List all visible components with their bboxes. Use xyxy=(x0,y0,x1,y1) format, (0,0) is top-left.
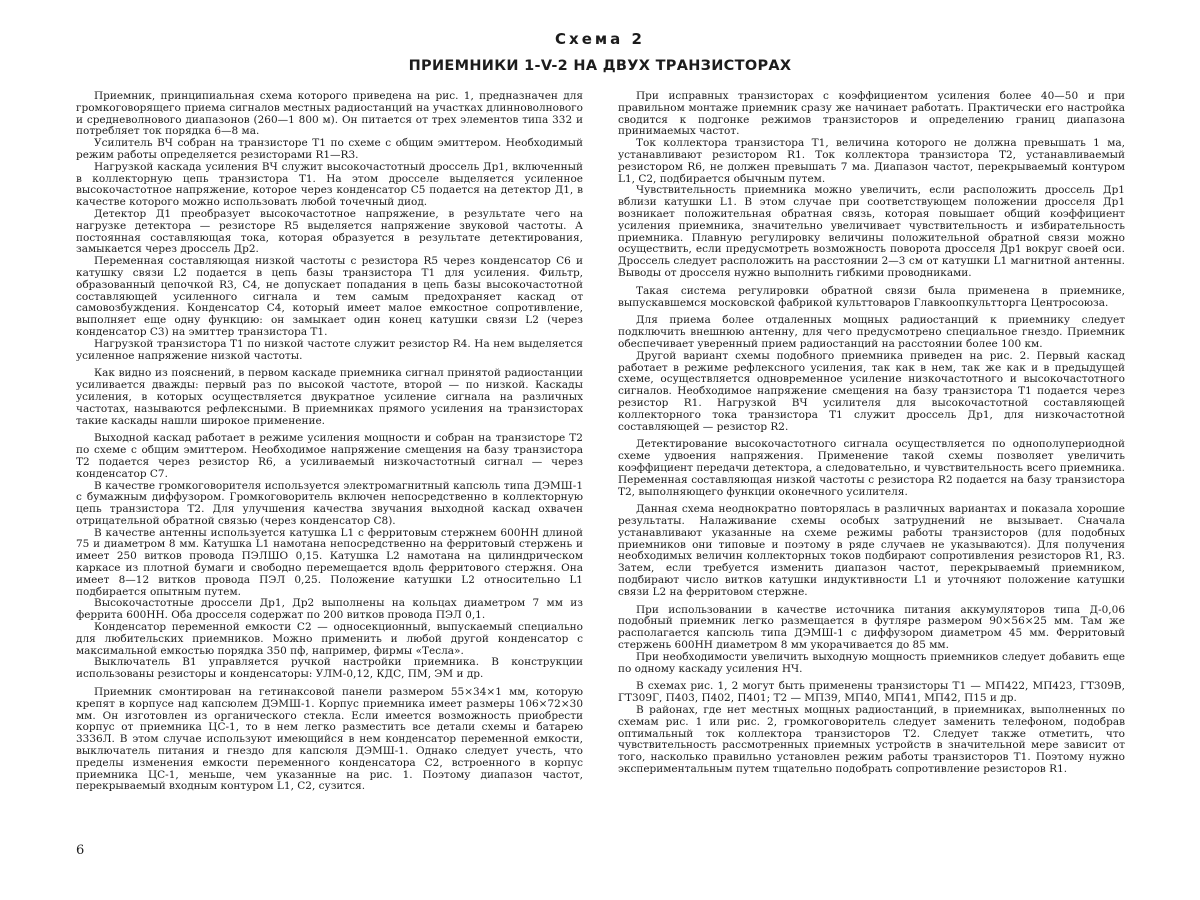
paragraph: При необходимости увеличить выходную мощность приемников следует добавить еще по одному каскаду усиления НЧ. xyxy=(618,650,1125,675)
paragraph: Нагрузкой транзистора Т1 по низкой частоте служит резистор R4. На нем выделяется усиленное напряжение низкой частоты. xyxy=(76,337,583,362)
paragraph: Конденсатор переменной емкости С2 — односекционный, выпускаемый специально для любительских приемников. Можно применить и любой другой конденсатор с максимальной емкостью порядка 350 пф, например, фирмы «Тесла». xyxy=(76,621,583,657)
paragraph: Выходной каскад работает в режиме усиления мощности и собран на транзисторе Т2 по схеме с общим эмиттером. Необходимое напряжение смещения на базу транзистора Т2 подается через резистор R6, а усиливаемый низкочастотный сигнал — через конденсатор С7. xyxy=(76,432,583,480)
paragraph: Усилитель ВЧ собран на транзисторе Т1 по схеме с общим эмиттером. Необходимый режим работы определяется резисторами R1—R3. xyxy=(76,137,583,161)
left-column xyxy=(76,91,583,793)
paragraph: Переменная составляющая низкой частоты с резистора R5 через конденсатор С6 и катушку связи L2 подается в цепь базы транзистора Т1 для усиления. Фильтр, образованный цепочкой R3, С4, не допускает попадания в цепь базы высокочастотной составляющей усиленного сигнала и тем самым предохраняет каскад от самовозбуждения. Конденсатор С4, который имеет малое емкостное сопротивление, выполняет еще одну функцию: он замыкает один конец катушки связи L2 (через конденсатор С3) на эмиттер транзистора Т1. xyxy=(76,255,583,338)
paragraph: Высокочастотные дроссели Др1, Др2 выполнены на кольцах диаметром 7 мм из феррита 600НН. Оба дросселя содержат по 200 витков провода ПЭЛ 0,1. xyxy=(76,597,583,622)
paragraph: Для приема более отдаленных мощных радиостанций к приемнику следует подключить внешнюю антенну, для чего предусмотрено специальное гнездо. Приемник обеспечивает уверенный прием радиостанций на расстоянии более 100 км. xyxy=(618,314,1125,350)
paragraph: Детектирование высокочастотного сигнала осуществляется по однополупериодной схеме удвоения напряжения. Применение такой схемы позволяет увеличить коэффициент передачи детектора, а следовательно, и чувствительность всего приемника. Переменная составляющая низкой частоты с резистора R2 подается на базу транзистора Т2, выполняющего функции оконечного усилителя. xyxy=(618,438,1125,498)
section-label: Схема 2 xyxy=(555,30,645,48)
paragraph: Данная схема неоднократно повторялась в различных вариантах и показала хорошие результаты. Налаживание схемы особых затруднений не вызывает. Сначала устанавливают указанные на схеме режимы работы транзисторов (для подобных приемников они типовые и поэтому в ряде случаев не указываются). Для получения необходимых величин коллекторных токов подбирают сопротивления резисторов R1, R3. Затем, если требуется изменить диапазон частот, перекрываемый приемником, подбирают число витков катушки индуктивности L1 и уточняют положение катушки связи L2 на ферритовом стержне. xyxy=(618,503,1125,598)
paragraph: Чувствительность приемника можно увеличить, если расположить дроссель Др1 вблизи катушки L1. В этом случае при соответствующем положении дросселя Др1 возникает положительная обратная связь, которая повышает общий коэффициент усиления приемника, значительно увеличивает чувствительность и избирательность приемника. Плавную регулировку величины положительной обратной связи можно осуществить, если предусмотреть возможность поворота дросселя Др1 вокруг своей оси. Дроссель следует расположить на расстоянии 2—3 см от катушки L1 магнитной антенны. Выводы от дросселя нужно выполнить гибкими проводниками. xyxy=(618,184,1125,279)
paragraph: Такая система регулировки обратной связи была применена в приемнике, выпускавшемся московской фабрикой культтоваров Главкоопкультторга Центросоюза. xyxy=(618,284,1125,309)
paragraph: Выключатель В1 управляется ручкой настройки приемника. В конструкции использованы резисторы и конденсаторы: УЛМ-0,12, КДС, ПМ, ЭМ и др. xyxy=(76,656,583,681)
paragraph: Ток коллектора транзистора Т1, величина которого не должна превышать 1 ма, устанавливают резистором R1. Ток коллектора транзистора Т2, устанавливаемый резистором R6, не должен превышать 7 ма. Диапазон частот, перекрываемый контуром L1, С2, подбирается обычным путем. xyxy=(618,137,1125,185)
paragraph: Нагрузкой каскада усиления ВЧ служит высокочастотный дроссель Др1, включенный в коллекторную цепь транзистора Т1. На этом дросселе выделяется усиленное высокочастотное напряжение, которое через конденсатор С5 подается на детектор Д1, в качестве которого можно использовать любой точечный диод. xyxy=(76,160,583,209)
paragraph: В качестве антенны используется катушка L1 с ферритовым стержнем 600НН длиной 75 и диаметром 8 мм. Катушка L1 намотана непосредственно на ферритовый стержень и имеет 250 витков провода ПЭЛШО 0,15. Катушка L2 намотана на цилиндрическом каркасе из плотной бумаги и свободно перемещается вдоль ферритового стержня. Она имеет 8—12 витков провода ПЭЛ 0,25. Положение катушки L2 относительно L1 подбирается опытным путем. xyxy=(76,526,583,598)
right-column xyxy=(618,91,1125,776)
paragraph: В качестве громкоговорителя используется электромагнитный капсюль типа ДЭМШ-1 с бумажным диффузором. Громкоговоритель включен непосредственно в коллекторную цепь транзистора Т2. Для улучшения качества звучания выходной каскад охвачен отрицательной обратной связью (через конденсатор С8). xyxy=(76,479,583,527)
paragraph: Как видно из пояснений, в первом каскаде приемника сигнал принятой радиостанции усиливается дважды: первый раз по высокой частоте, второй — по низкой. Каскады усиления, в которых осуществляется двукратное усиление сигнала на различных частотах, называются рефлексными. В приемниках прямого усиления на транзисторах такие каскады нашли широкое применение. xyxy=(76,367,583,427)
paragraph: Детектор Д1 преобразует высокочастотное напряжение, в результате чего на нагрузке детектора — резисторе R5 выделяется напряжение звуковой частоты. А постоянная составляющая тока, которая образуется в результате детектирования, замыкается через дроссель Др2. xyxy=(76,207,583,256)
paragraph: Приемник, принципиальная схема которого приведена на рис. 1, предназначен для громкоговорящего приема сигналов местных радиостанций на участках длинноволнового и средневолнового диапазонов (260—1 800 м). Он питается от трех элементов типа 332 и потребляет ток порядка 6—8 ма. xyxy=(76,90,583,138)
section-title: ПРИЕМНИКИ 1-V-2 НА ДВУХ ТРАНЗИСТОРАХ xyxy=(408,58,792,74)
paragraph: Приемник смонтирован на гетинаксовой панели размером 55×34×1 мм, которую крепят в корпусе над капсюлем ДЭМШ-1. Корпус приемника имеет размеры 106×72×30 мм. Он изготовлен из органического стекла. Если имеется возможность приобрести корпус от приемника ЦС-1, то в нем легко разместить все детали схемы и батарею 3336Л. В этом случае используют имеющийся в нем конденсатор переменной емкости, выключатель питания и гнездо для капсюля ДЭМШ-1. Однако следует учесть, что пределы изменения емкости переменного конденсатора С2, встроенного в корпус приемника ЦС-1, меньше, чем указанные на рис. 1. Поэтому диапазон частот, перекрываемый входным контуром L1, С2, сузится. xyxy=(76,686,583,793)
paragraph: При использовании в качестве источника питания аккумуляторов типа Д-0,06 подобный приемник легко размещается в футляре размером 90×56×25 мм. Там же располагается капсюль типа ДЭМШ-1 с диффузором диаметром 45 мм. Ферритовый стержень 600НН диаметром 8 мм укорачивается до 85 мм. xyxy=(618,603,1125,652)
paragraph: В районах, где нет местных мощных радиостанций, в приемниках, выполненных по схемам рис. 1 или рис. 2, громкоговоритель следует заменить телефоном, подобрав оптимальный ток коллектора транзисторов Т2. Следует также отметить, что чувствительность рассмотренных приемных устройств в значительной мере зависит от того, насколько правильно установлен режим работы транзисторов Т1. Поэтому нужно экспериментальным путем тщательно подобрать сопротивление резисторов R1. xyxy=(618,704,1125,776)
paragraph: Другой вариант схемы подобного приемника приведен на рис. 2. Первый каскад работает в режиме рефлексного усиления, так как в нем, так же как и в предыдущей схеме, осуществляется одновременное усиление низкочастотного и высокочастотного сигналов. Необходимое напряжение смещения на базу транзистора Т1 подается через резистор R1. Нагрузкой ВЧ усилителя для высокочастотной составляющей коллекторного тока транзистора Т1 служит дроссель Др1, для низкочастотной составляющей — резистор R2. xyxy=(618,349,1125,433)
paragraph: При исправных транзисторах с коэффициентом усиления более 40—50 и при правильном монтаже приемник сразу же начинает работать. Практически его настройка сводится к подгонке режимов транзисторов и определению границ диапазона принимаемых частот. xyxy=(618,90,1125,138)
page-number: 6 xyxy=(76,843,85,858)
paragraph: В схемах рис. 1, 2 могут быть применены транзисторы Т1 — МП422, МП423, ГТ309В, ГТ309Г, П403, П402, П401; Т2 — МП39, МП40, МП41, МП42, П15 и др. xyxy=(618,680,1125,705)
